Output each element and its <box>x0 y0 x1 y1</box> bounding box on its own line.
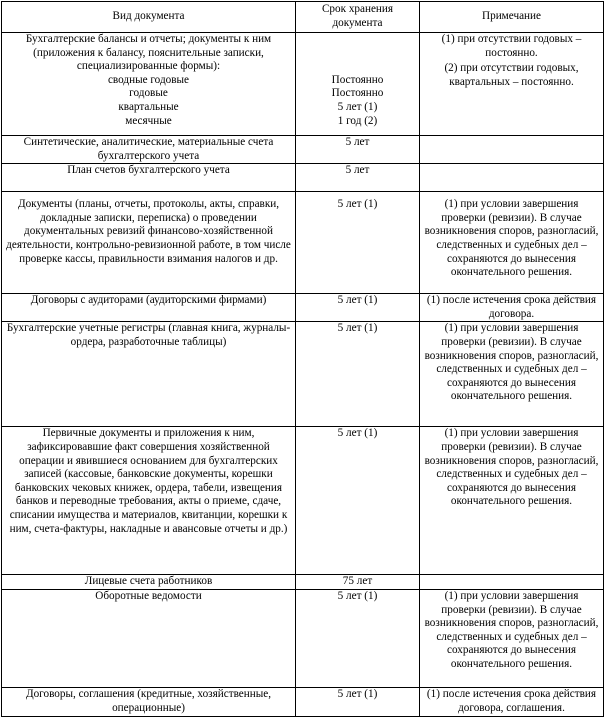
note-cell <box>420 164 604 192</box>
sub-item-label: квартальные <box>118 100 179 113</box>
note-text: (2) при отсутствии годовых, квартальных – постоянно. <box>444 62 579 88</box>
term-cell: 5 лет (1) <box>296 192 420 294</box>
doc-type-cell: Документы (планы, отчеты, протоколы, акты, справки, докладные записки, переписка) о проведении документальных ревизий финансово-хозяйственной деятельности, контрольно-ревизионной работе, в том числе проверке кассы, правильности взимания налогов и др. <box>2 192 296 294</box>
note-cell <box>420 136 604 164</box>
table-row <box>2 192 604 294</box>
header-retention-term: Срок хранения документа <box>296 2 420 33</box>
note-cell: (1) при условии завершения проверки (ревизии). В случае возникновения споров, разногласий, следственных и судебных дел – сохраняются до вынесения окончательного решения. <box>420 192 604 294</box>
doc-type-cell <box>2 33 296 136</box>
table-row <box>2 33 604 136</box>
note-cell: (1) при условии завершения проверки (ревизии). В случае возникновения споров, разногласий, следственных и судебных дел – сохраняются до вынесения окончательного решения. <box>420 589 604 687</box>
sub-item-term: 1 год (2) <box>337 114 378 127</box>
table-row <box>2 136 604 164</box>
note-cell <box>420 575 604 590</box>
header-doc-type: Вид документа <box>2 2 296 33</box>
table-row <box>2 427 604 575</box>
sub-item-term: Постоянно <box>331 73 384 86</box>
doc-type-cell: Синтетические, аналитические, материальные счета бухгалтерского учета <box>2 136 296 164</box>
header-row <box>2 2 604 33</box>
note-cell: (1) при условии завершения проверки (ревизии). В случае возникновения споров, разногласий, следственных и судебных дел – сохраняются до вынесения окончательного решения. <box>420 427 604 575</box>
term-cell: 5 лет (1) <box>296 589 420 687</box>
sub-item-label: годовые <box>129 87 168 100</box>
sub-item-term: Постоянно <box>331 87 384 100</box>
doc-type-cell: Оборотные ведомости <box>2 589 296 687</box>
doc-type-cell: Договоры с аудиторами (аудиторскими фирмами) <box>2 294 296 322</box>
note-cell: (1) после истечения срока действия договора, соглашения. <box>420 687 604 716</box>
retention-table <box>1 1 604 717</box>
note-cell: (1) при условии завершения проверки (ревизии). В случае возникновения споров, разногласий, следственных и судебных дел – сохраняются до вынесения окончательного решения. <box>420 322 604 427</box>
doc-type-cell: Бухгалтерские учетные регистры (главная книга, журналы-ордера, разработочные таблицы) <box>2 322 296 427</box>
sub-item-term: 5 лет (1) <box>337 100 378 113</box>
term-cell: 5 лет (1) <box>296 687 420 716</box>
term-cell: 5 лет (1) <box>296 322 420 427</box>
term-cell <box>296 33 420 136</box>
term-cell: 5 лет <box>296 136 420 164</box>
term-cell: 75 лет <box>296 575 420 590</box>
table-row <box>2 294 604 322</box>
table-row <box>2 164 604 192</box>
term-cell: 5 лет <box>296 164 420 192</box>
note-text: (1) при отсутствии годовых – постоянно. <box>441 33 582 59</box>
table-row <box>2 575 604 590</box>
doc-type-cell: План счетов бухгалтерского учета <box>2 164 296 192</box>
doc-type-intro: Бухгалтерские балансы и отчеты; документы к ним (приложения к балансу, пояснительные записки, специализированные формы): <box>25 33 272 73</box>
term-cell: 5 лет (1) <box>296 294 420 322</box>
header-note: Примечание <box>420 2 604 33</box>
sub-item-label: месячные <box>125 114 172 127</box>
doc-type-cell: Первичные документы и приложения к ним, зафиксировавшие факт совершения хозяйственной операции и явившиеся основанием для бухгалтерских записей (кассовые, банковские документы, корешки банковских чековых книжек, ордера, табели, извещения банков и переводные требования, акты о приеме, сдаче, списании имущества и материалов, квитанции, корешки к ним, счета-фактуры, накладные и авансовые отчеты и др.) <box>2 427 296 575</box>
table-row <box>2 589 604 687</box>
note-cell: (1) после истечения срока действия договора. <box>420 294 604 322</box>
doc-type-cell: Договоры, соглашения (кредитные, хозяйственные, операционные) <box>2 687 296 716</box>
table-row <box>2 322 604 427</box>
note-cell <box>420 33 604 136</box>
table-row <box>2 687 604 716</box>
term-cell: 5 лет (1) <box>296 427 420 575</box>
sub-item-label: сводные годовые <box>107 73 190 86</box>
doc-type-cell: Лицевые счета работников <box>2 575 296 590</box>
